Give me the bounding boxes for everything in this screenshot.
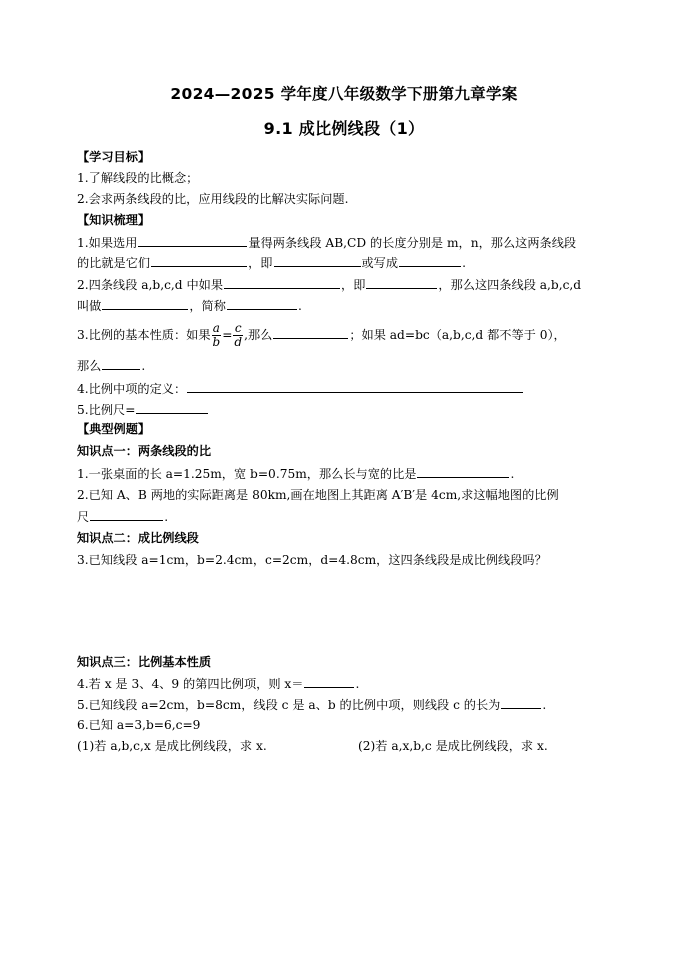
example-6-part-2: (2)若 a,x,b,c 是成比例线段，求 x. bbox=[358, 739, 548, 753]
e2-end: . bbox=[164, 510, 169, 524]
q1-text-f: . bbox=[462, 256, 466, 270]
q2-blank-short[interactable] bbox=[227, 297, 297, 310]
objective-item-1: 1.了解线段的比概念； bbox=[77, 171, 199, 185]
q2-blank-if[interactable] bbox=[224, 276, 340, 289]
q1-blank-ie[interactable] bbox=[274, 254, 361, 267]
knowledge-q3-line2 bbox=[77, 357, 145, 374]
knowledge-point-2: 知识点二：成比例线段 bbox=[77, 531, 199, 545]
knowledge-q1-line1 bbox=[77, 234, 576, 251]
page-title: 2024—2025 学年度八年级数学下册第九章学案 bbox=[170, 85, 518, 103]
q2-text-b: ，即 bbox=[341, 278, 366, 292]
q1-text-b: 量得两条线段 AB,CD 的长度分别是 m，n，那么这两条线段 bbox=[248, 236, 577, 250]
objectives-heading: 【学习目标】 bbox=[77, 150, 151, 164]
e1-blank-ratio[interactable] bbox=[417, 465, 509, 478]
e1-text: 1.一张桌面的长 a=1.25m，宽 b=0.75m，那么长与宽的比是 bbox=[77, 467, 417, 481]
e5-text: 5.已知线段 a=2cm，b=8cm，线段 c 是 a、b 的比例中项，则线段 c 的长为 bbox=[77, 698, 501, 712]
q3-text-d: 那么 bbox=[77, 359, 102, 373]
e5-end: . bbox=[542, 698, 547, 712]
example-4 bbox=[77, 675, 359, 692]
knowledge-q5 bbox=[77, 401, 209, 418]
q1-blank-ratio[interactable] bbox=[151, 254, 247, 267]
q1-text-a: 1.如果选用 bbox=[77, 236, 138, 250]
e4-end: . bbox=[355, 677, 360, 691]
knowledge-q1-line2 bbox=[77, 254, 466, 271]
q3-text-a: 3.比例的基本性质：如果 bbox=[77, 328, 211, 342]
example-3: 3.已知线段 a=1cm，b=2.4cm，c=2cm，d=4.8cm，这四条线段是成比例线段吗？ bbox=[77, 553, 547, 567]
q3-text-b: ,那么 bbox=[244, 328, 273, 342]
knowledge-q2-line1 bbox=[77, 276, 581, 293]
q3-text-c: ；如果 ad=bc（a,b,c,d 都不等于 0）， bbox=[349, 328, 566, 342]
q5-blank-scale[interactable] bbox=[136, 401, 208, 414]
fraction-a-over-b bbox=[212, 322, 222, 349]
fraction-c-over-d bbox=[233, 322, 243, 349]
knowledge-point-1: 知识点一：两条线段的比 bbox=[77, 444, 212, 458]
knowledge-q3-line1 bbox=[77, 322, 566, 349]
q2-blank-ie[interactable] bbox=[366, 276, 437, 289]
fraction-numerator: c bbox=[234, 321, 242, 335]
example-6: 6.已知 a=3,b=6,c=9 bbox=[77, 718, 201, 732]
e5-blank-c[interactable] bbox=[501, 696, 541, 709]
q3-text-e: . bbox=[141, 359, 146, 373]
q4-text: 4.比例中项的定义： bbox=[77, 382, 187, 396]
q2-text-d: 叫做 bbox=[77, 299, 102, 313]
q2-text-e: ，简称 bbox=[189, 299, 226, 313]
e4-blank-x[interactable] bbox=[304, 675, 354, 688]
q2-text-c: ，那么这四条线段 a,b,c,d bbox=[438, 278, 582, 292]
q2-text-a: 2.四条线段 a,b,c,d 中如果 bbox=[77, 278, 224, 292]
q1-text-c: 的比就是它们 bbox=[77, 256, 151, 270]
knowledge-heading: 【知识梳理】 bbox=[77, 213, 151, 227]
q2-text-f: . bbox=[297, 299, 302, 313]
q3-blank-result[interactable] bbox=[102, 357, 140, 370]
example-1 bbox=[77, 465, 514, 482]
knowledge-point-3: 知识点三：比例基本性质 bbox=[77, 655, 212, 669]
lesson-title: 9.1 成比例线段（1） bbox=[263, 119, 425, 138]
e4-text: 4.若 x 是 3、4、9 的第四比例项，则 x＝ bbox=[77, 677, 304, 691]
q5-text: 5.比例尺= bbox=[77, 403, 136, 417]
example-2-line2 bbox=[77, 508, 168, 525]
e2-text: 尺 bbox=[77, 510, 90, 524]
q1-blank-unit[interactable] bbox=[138, 234, 247, 247]
q1-blank-written[interactable] bbox=[399, 254, 461, 267]
objective-item-2: 2.会求两条线段的比，应用线段的比解决实际问题. bbox=[77, 192, 349, 206]
q3-blank-then[interactable] bbox=[273, 326, 348, 339]
fraction-denominator: d bbox=[234, 335, 243, 349]
knowledge-q2-line2 bbox=[77, 297, 302, 314]
q1-text-d: ，即 bbox=[248, 256, 273, 270]
e2-blank-scale[interactable] bbox=[90, 508, 163, 521]
example-6-part-1: (1)若 a,b,c,x 是成比例线段，求 x. bbox=[77, 739, 267, 753]
e1-end: . bbox=[510, 467, 515, 481]
fraction-denominator: b bbox=[212, 335, 221, 349]
examples-heading: 【典型例题】 bbox=[77, 422, 151, 436]
knowledge-q4 bbox=[77, 380, 524, 397]
q1-text-e: 或写成 bbox=[361, 256, 399, 270]
example-5 bbox=[77, 696, 546, 713]
fraction-numerator: a bbox=[212, 321, 220, 335]
q4-blank-definition[interactable] bbox=[187, 380, 523, 393]
example-2-line1: 2.已知 A、B 两地的实际距离是 80km,画在地图上其距离 A′B′是 4cm,求这幅地图的比例 bbox=[77, 488, 559, 502]
q2-blank-called[interactable] bbox=[102, 297, 188, 310]
q3-equals: = bbox=[222, 328, 233, 342]
